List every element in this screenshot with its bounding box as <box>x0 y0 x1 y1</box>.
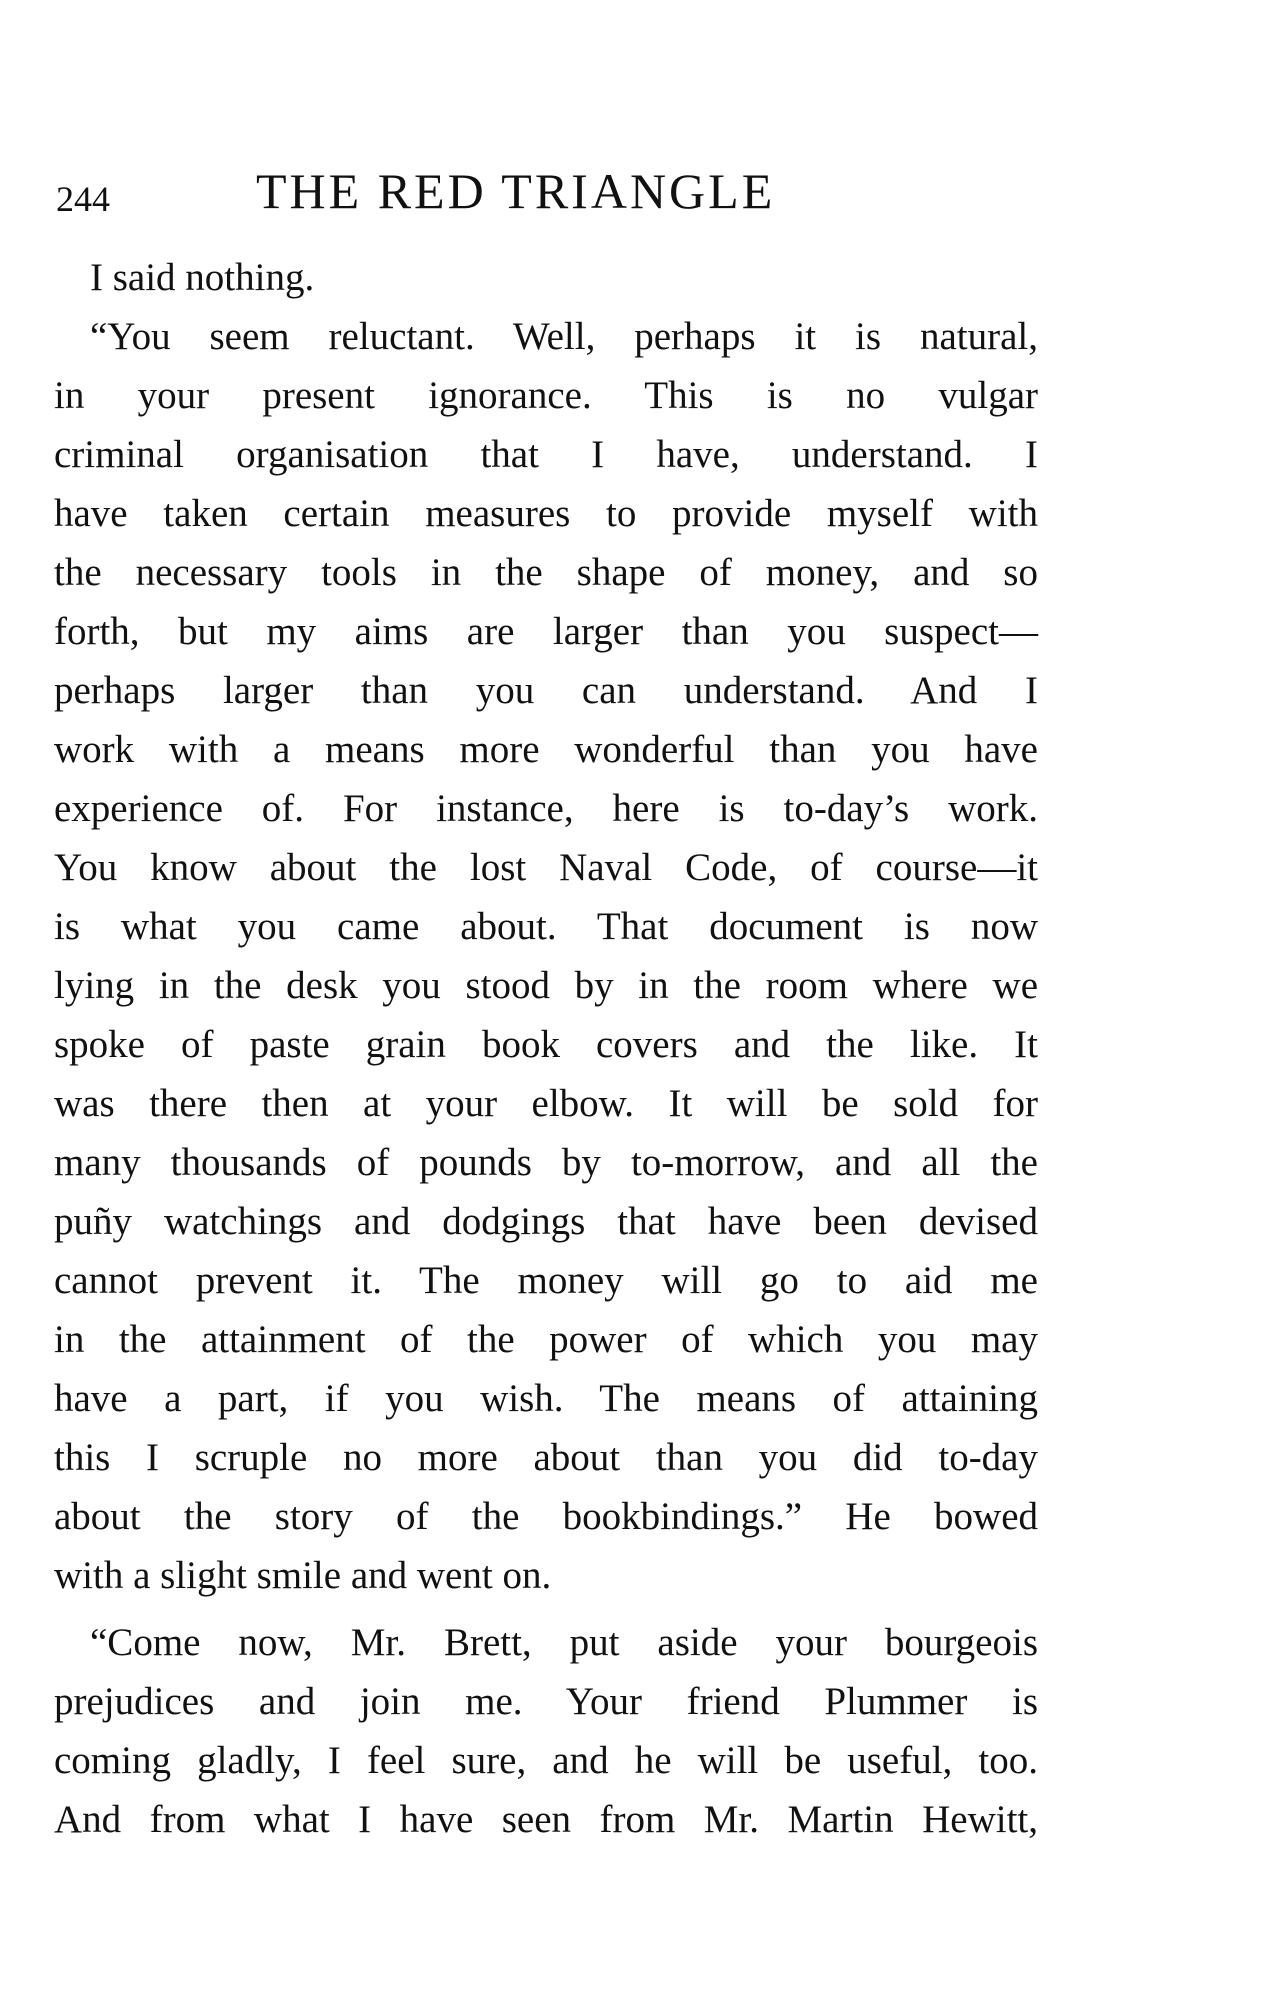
text-line: cannot prevent it. The money will go to aid me <box>54 1259 1038 1302</box>
text-line: puñy watchings and dodgings that have been devised <box>54 1200 1038 1243</box>
text-line: spoke of paste grain book covers and the like. It <box>54 1023 1038 1066</box>
text-line: with a slight smile and went on. <box>54 1554 552 1597</box>
text-line: the necessary tools in the shape of money, and so <box>54 551 1038 594</box>
text-line: prejudices and join me. Your friend Plummer is <box>54 1680 1038 1723</box>
text-line: in your present ignorance. This is no vulgar <box>54 374 1038 417</box>
text-line: have taken certain measures to provide myself with <box>54 492 1038 535</box>
text-line: about the story of the bookbindings.” He bowed <box>54 1495 1038 1538</box>
text-line: work with a means more wonderful than you have <box>54 728 1038 771</box>
page-number: 244 <box>56 179 110 219</box>
text-line: many thousands of pounds by to-morrow, and all the <box>54 1141 1038 1184</box>
body-text <box>54 248 1038 1849</box>
text-line: was there then at your elbow. It will be sold for <box>54 1082 1038 1125</box>
text-line: “Come now, Mr. Brett, put aside your bourgeois <box>90 1621 1038 1664</box>
text-line: in the attainment of the power of which you may <box>54 1318 1038 1361</box>
text-line: experience of. For instance, here is to-day’s work. <box>54 787 1038 830</box>
text-line: forth, but my aims are larger than you suspect— <box>54 610 1038 653</box>
text-line: criminal organisation that I have, understand. I <box>54 433 1038 476</box>
text-line: have a part, if you wish. The means of attaining <box>54 1377 1038 1420</box>
running-head <box>56 163 1056 223</box>
text-line: perhaps larger than you can understand. And I <box>54 669 1038 712</box>
text-line: this I scruple no more about than you did to-day <box>54 1436 1038 1479</box>
text-line: And from what I have seen from Mr. Martin Hewitt, <box>54 1798 1038 1841</box>
text-line: coming gladly, I feel sure, and he will be useful, too. <box>54 1739 1038 1782</box>
text-line: is what you came about. That document is now <box>54 905 1038 948</box>
text-line: I said nothing. <box>90 256 315 299</box>
text-line: “You seem reluctant. Well, perhaps it is natural, <box>90 315 1038 358</box>
text-line: You know about the lost Naval Code, of course—it <box>54 846 1038 889</box>
running-title: THE RED TRIANGLE <box>256 163 776 219</box>
text-line: lying in the desk you stood by in the room where we <box>54 964 1038 1007</box>
